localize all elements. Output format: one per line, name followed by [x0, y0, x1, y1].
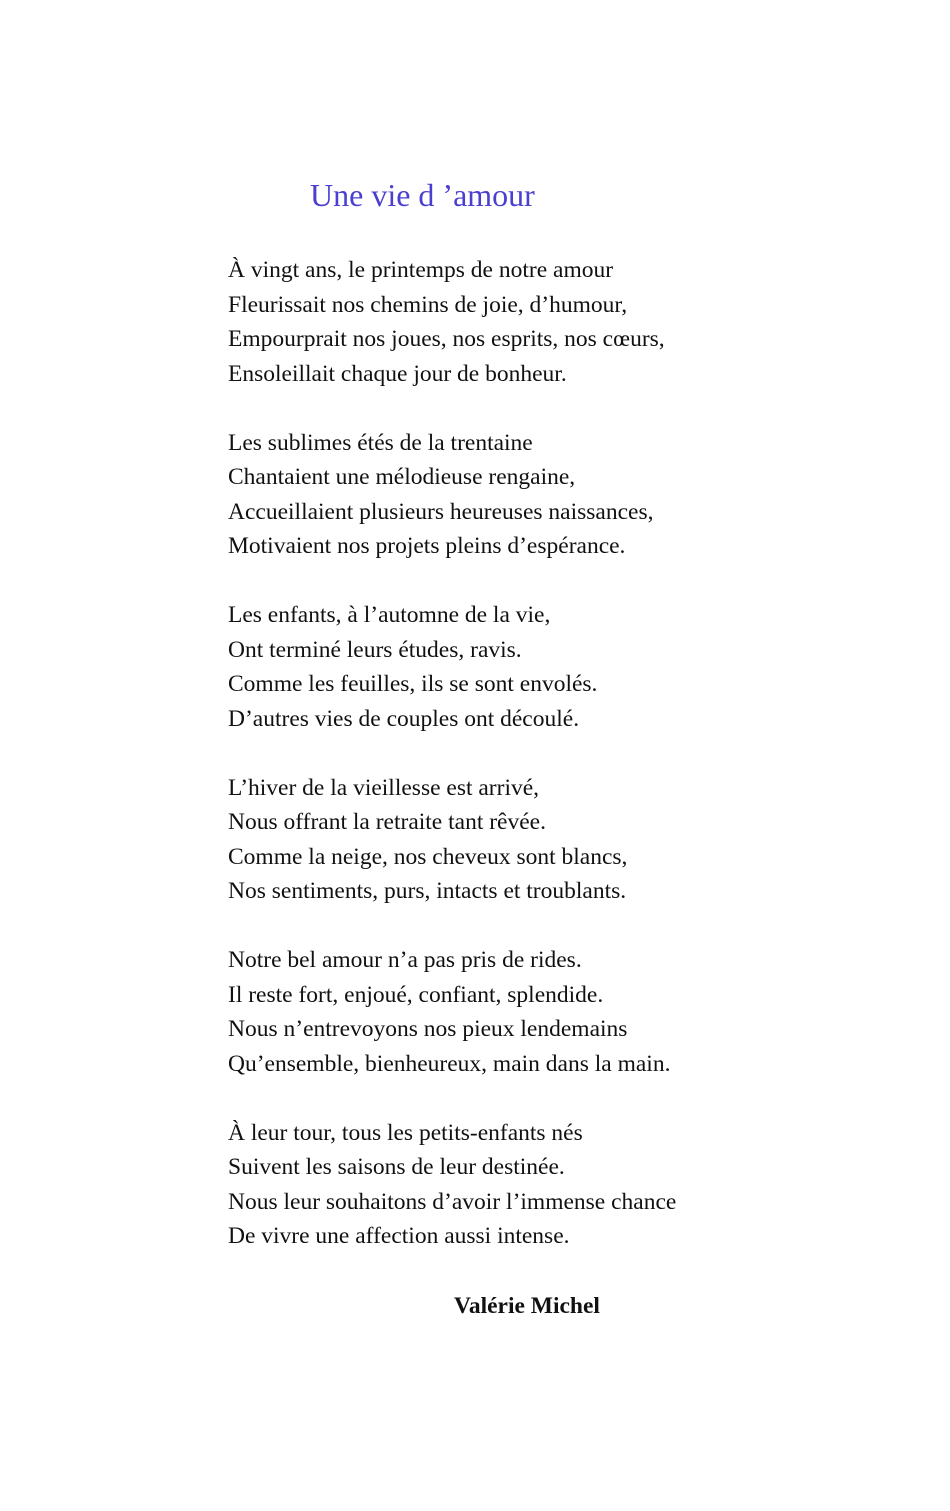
poem-line: Les enfants, à l’automne de la vie,: [228, 602, 551, 628]
poem-body: [228, 253, 868, 1288]
poem-line: Notre bel amour n’a pas pris de rides.: [228, 947, 582, 973]
poem-line: À vingt ans, le printemps de notre amour: [228, 257, 614, 283]
poem-line: Comme les feuilles, ils se sont envolés.: [228, 671, 598, 697]
poem-line: Motivaient nos projets pleins d’espérance.: [228, 533, 626, 559]
stanza-6: [228, 1116, 868, 1254]
poem-line: Suivent les saisons de leur destinée.: [228, 1154, 565, 1180]
poem-line: Nous leur souhaitons d’avoir l’immense chance: [228, 1188, 677, 1215]
author-signature: Valérie Michel: [454, 1293, 600, 1319]
stanza-1: [228, 253, 868, 391]
poem-line: D’autres vies de couples ont découlé.: [228, 705, 580, 732]
stanza-3: [228, 598, 868, 736]
poem-line: Ensoleillait chaque jour de bonheur.: [228, 360, 567, 387]
poem-line: Nous n’entrevoyons nos pieux lendemains: [228, 1016, 628, 1042]
poem-line: Fleurissait nos chemins de joie, d’humour,: [228, 291, 628, 318]
stanza-4: [228, 771, 868, 909]
poem-line: Nous offrant la retraite tant rêvée.: [228, 809, 546, 835]
poem-line: Nos sentiments, purs, intacts et troublants.: [228, 878, 627, 904]
poem-line: Qu’ensemble, bienheureux, main dans la main.: [228, 1050, 671, 1077]
poem-line: Comme la neige, nos cheveux sont blancs,: [228, 843, 628, 870]
poem-line: Il reste fort, enjoué, confiant, splendide.: [228, 981, 604, 1008]
poem-line: Accueillaient plusieurs heureuses naissances,: [228, 498, 654, 525]
poem-line: Empourprait nos joues, nos esprits, nos cœurs,: [228, 326, 665, 352]
poem-line: Ont terminé leurs études, ravis.: [228, 636, 522, 663]
poem-line: Les sublimes étés de la trentaine: [228, 429, 533, 456]
poem-line: L’hiver de la vieillesse est arrivé,: [228, 774, 540, 801]
poem-title: Une vie d ’amour: [310, 177, 535, 213]
poem-line: À leur tour, tous les petits-enfants nés: [228, 1119, 583, 1146]
poem-line: De vivre une affection aussi intense.: [228, 1223, 570, 1249]
stanza-2: [228, 426, 868, 564]
stanza-5: [228, 943, 868, 1081]
poem-line: Chantaient une mélodieuse rengaine,: [228, 464, 576, 490]
